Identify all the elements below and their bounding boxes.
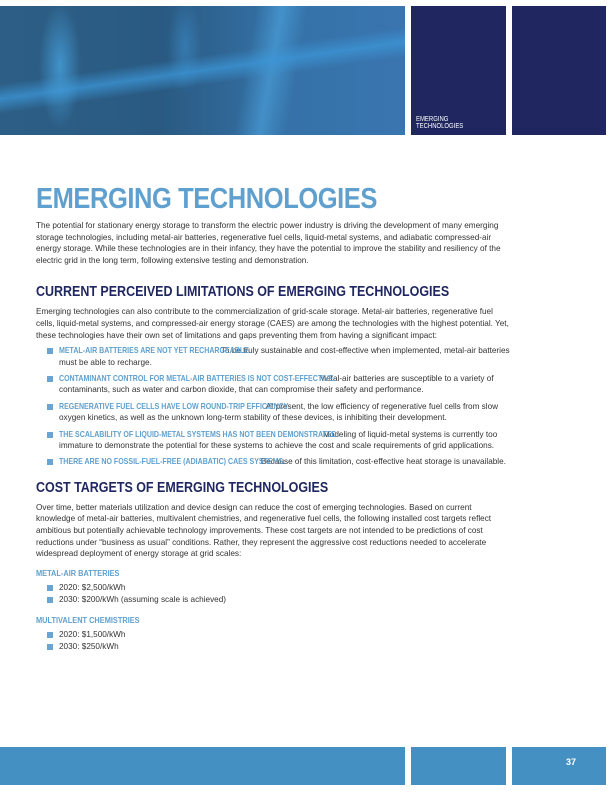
limitations-body: Emerging technologies can also contribute to the commercialization of grid-scale storage. Metal-air batteries, regenerative fuel cells, liquid-metal systems, and compressed-air energy storage (CAES) are among the technologies with the highest potential. Yet, these technologies have their own set of limitations and gaps preventing them from having a significant impact: [36,307,509,340]
list-item [36,629,512,641]
footer-page-block [512,747,606,785]
list-item [36,594,512,606]
group-title-multivalent: MULTIVALENT CHEMISTRIES [36,615,140,626]
header-section-tab [411,6,506,135]
list-item [36,641,512,653]
item-lead: THE SCALABILITY OF LIQUID-METAL SYSTEMS HAS NOT BEEN DEMONSTRATED. [59,429,339,439]
square-bullet-icon [47,585,53,591]
cost-value: 2020: $2,500/kWh [59,582,126,592]
group-title-metal-air: METAL-AIR BATTERIES [36,567,120,578]
square-bullet-icon [47,404,53,410]
square-bullet-icon [47,644,53,650]
square-bullet-icon [47,376,53,382]
item-text: Metal-air batteries are susceptible to a variety of contaminants, such as water and carbon dioxide, that can compromise their safety and performance. [59,373,494,395]
limitations-heading: CURRENT PERCEIVED LIMITATIONS OF EMERGING TECHNOLOGIES [36,284,450,301]
item-text: At present, the low efficiency of regenerative fuel cells from slow oxygen kinetics, as well as the unknown long-term stability of these devices, is inhibiting their development. [59,401,499,423]
footer-band [0,747,405,785]
section-label [416,116,463,130]
limitations-list [36,345,512,468]
cost-value: 2030: $200/kWh (assuming scale is achieved) [59,594,227,604]
square-bullet-icon [47,632,53,638]
item-text: Modeling of liquid-metal systems is currently too immature to demonstrate the potential for these systems to achieve the cost and scale requirements of grid applications. [59,429,498,450]
list-item [36,373,512,396]
cost-value: 2020: $1,500/kWh [59,630,126,640]
section-label-line2: TECHNOLOGIES [416,123,464,130]
square-bullet-icon [47,597,53,603]
page-number: 37 [565,757,576,767]
header-photo-banner [0,6,405,135]
main-content [36,184,512,663]
square-bullet-icon [47,348,53,354]
cost-list-metal-air [36,582,512,606]
intro-paragraph: The potential for stationary energy storage to transform the electric power industry is driving the development of many emerging storage technologies, including metal-air batteries, regenerative fuel cells, liquid-metal systems, and adiabatic compressed-air energy storage. While these technologies are in their infancy, they have the potential to improve the stability and resiliency of the electric grid in the long term, following extensive testing and demonstration. [36,221,501,265]
section-label-line1: EMERGING [416,116,449,123]
cost-targets-heading: COST TARGETS OF EMERGING TECHNOLOGIES [36,479,329,496]
item-text: To be truly sustainable and cost-effective when implemented, metal-air batteries must be able to recharge. [59,346,510,367]
square-bullet-icon [47,459,53,465]
item-lead: REGENERATIVE FUEL CELLS HAVE LOW ROUND-TRIP EFFICIENCY. [59,401,290,411]
list-item [36,401,512,424]
header-block [512,6,606,135]
item-lead: THERE ARE NO FOSSIL-FUEL-FREE (ADIABATIC) CAES SYSTEMS. [59,457,286,467]
list-item [36,582,512,594]
list-item [36,429,512,452]
list-item [36,456,512,467]
item-lead: CONTAMINANT CONTROL FOR METAL-AIR BATTERIES IS NOT COST-EFFECTIVE. [59,373,336,383]
list-item [36,345,512,368]
cost-targets-body: Over time, better materials utilization and device design can reduce the cost of emerging technologies. Based on current knowledge of metal-air batteries, multivalent chemistries, and regenerative fuel cells, the following installed cost targets reflect ambitious but potentially achievable technology improvements. These cost targets are not intended to be predictions of cost reductions under “business as usual” conditions. Rather, they represent the aggressive cost reductions needed to accelerate widespread deployment of energy storage at grid scales: [36,502,492,559]
cost-list-multivalent [36,629,512,653]
page-title: EMERGING TECHNOLOGIES [36,183,377,215]
cost-value: 2030: $250/kWh [59,642,119,652]
square-bullet-icon [47,432,53,438]
footer-block [411,747,506,785]
item-lead: METAL-AIR BATTERIES ARE NOT YET RECHARGEABLE. [59,346,251,356]
item-text: Because of this limitation, cost-effective heat storage is unavailable. [260,457,506,467]
